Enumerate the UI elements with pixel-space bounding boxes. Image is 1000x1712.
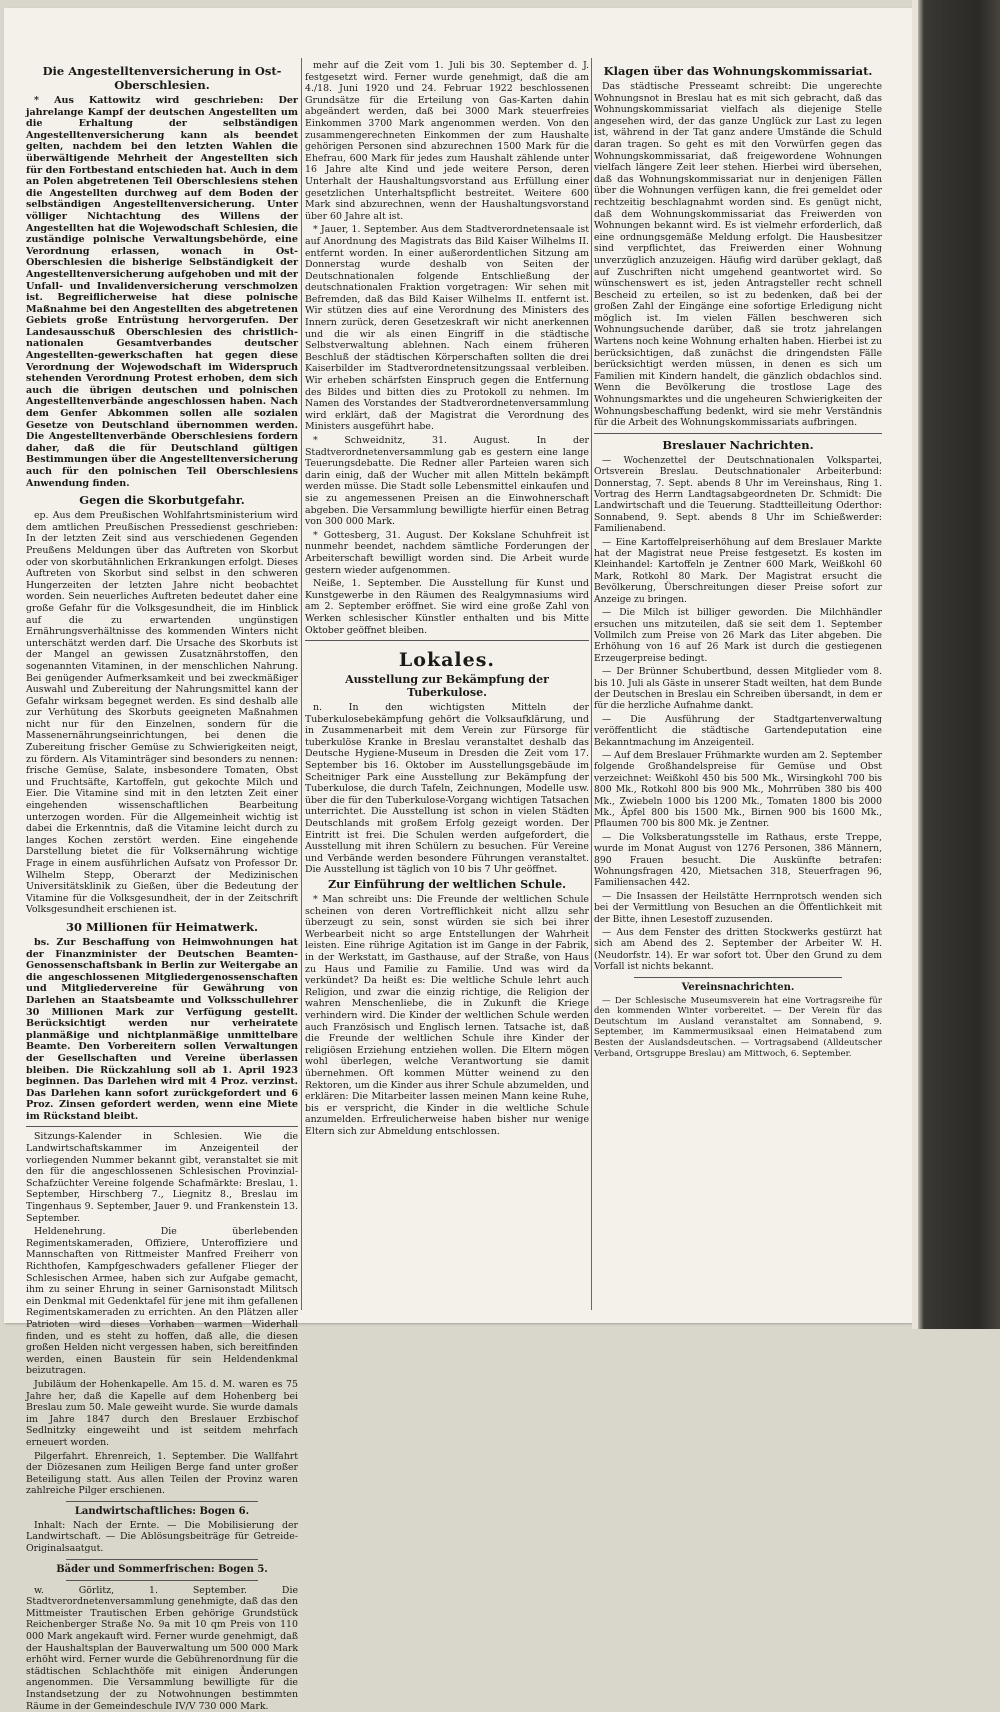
article-text: w. Görlitz, 1. September. Die Stadtverordnetenversammlung genehmigte, daß das den Mittmeister Trautischen Erben gehörige Grundstück Reichenberger Straße No. 9a mit 10 qm Preis von 110 000 Mark angekauft wird. Ferner wurde genehmigt, daß der Haushaltsplan der Bauverwaltung um 500 000 Mark erhöht wird. Ferner wurde die Gebührenordnung für die städtischen Schlachthöfe mit einigen Änderungen angenommen. Die Versammlung bewilligte für die Instandsetzung der zu Notwohnungen bestimmten Räume in der Gemeindeschule IV/V 730 000 Mark. [26, 1584, 298, 1712]
article-text: bs. Zur Beschaffung von Heimwohnungen hat der Finanzminister der Deutschen Beamten-Genossenschaftsbank in Berlin zur Weitergabe an die angeschlossenen Mitgliedergenossenschaften und Mitgliedervereine für Gewährung von Darlehen an Staatsbeamte und Volksschullehrer 30 Millionen Mark zur Verfügung gestellt. Berücksichtigt werden nur verheiratete planmäßige und nichtplanmäßige unmittelbare Beamte. Den Vorbereitern sollen Verwaltungen der Gesellschaften und Vereine überlassen bleiben. Die Rückzahlung soll ab 1. April 1923 beginnen. Das Darlehen wird mit 4 Proz. verzinst. Das Darlehen kann sofort zurückgefordert und 6 Proz. Zinsen gefordert werden, wenn eine Miete im Rückstand bleibt. [26, 936, 298, 1122]
article-text: Jubiläum der Hohenkapelle. Am 15. d. M. waren es 75 Jahre her, daß die Kapelle auf dem Hohenberg bei Breslau zum 50. Male geweiht wurde. Sie wurde damals im Jahre 1847 durch den Breslauer Erzbischof Sedlnitzky eingeweiht und ist seitdem mehrfach erneuert worden. [26, 1378, 298, 1448]
section-heading: Breslauer Nachrichten. [662, 437, 814, 452]
column-left [26, 60, 298, 1712]
news-item: — Aus dem Fenster des dritten Stockwerks gestürzt hat sich am Abend des 2. September der Arbeiter W. H. (Neudorfstr. 14). Er war sofort tot. Über den Grund zu dem Vorfall ist nichts bekannt. [594, 927, 882, 973]
news-item: — Wochenzettel der Deutschnationalen Volkspartei, Ortsverein Breslau. Deutschnationaler Arbeiterbund: Donnerstag, 7. Sept. abends 8 Uhr im Vereinshaus, Ring 1. Vortrag des Herrn Landtagsabgeordneten Dr. Schmidt: Die Landwirtschaft und die Teuerung. Stadtteilleitung Oderthor: Sonnabend, 9. Sept. abends 8 Uhr im Schießwerder: Familienabend. [594, 454, 882, 535]
article-text: * Schweidnitz, 31. August. In der Stadtverordnetenversammlung gab es gestern eine lange Teuerungsdebatte. Die Redner aller Parteien waren sich darin einig, daß der Wucher mit allen Mitteln bekämpft werden müsse. Die Stadt solle Lebensmittel einkaufen und sie zu angemessenen Preisen an die Einwohnerschaft abgeben. Die Versammlung bewilligte hierfür einen Betrag von 300 000 Mark. [305, 435, 589, 528]
article-text: * Gottesberg, 31. August. Der Kokslane Schuhfreit ist nunmehr beendet, nachdem sämtliche Forderungen der Arbeiterschaft bewilligt worden sind. Die Arbeit wurde gestern wieder aufgenommen. [305, 529, 589, 576]
divider [634, 977, 842, 978]
divider [66, 1501, 258, 1502]
article-headline: Die Angestelltenversicherung in Ost-Oberschlesien. [42, 64, 282, 92]
news-item: — Der Brünner Schubertbund, dessen Mitglieder vom 8. bis 10. Juli als Gäste in unserer Stadt weilten, hat dem Bunde der Deutschen in Breslau ein Schreiben übersandt, in dem er für die herzliche Aufnahme dankt. [594, 666, 882, 712]
article-headline: Zur Einführung der weltlichen Schule. [328, 878, 566, 891]
article-text: Heldenehrung. Die überlebenden Regimentskameraden, Offiziere, Unteroffiziere und Mannschaften von Rittmeister Manfred Freiherr von Richthofen, Kampfgeschwaders gefallener Flieger der Schlesischen Armee, haben sich zur Aufgabe gemacht, ihm zu seiner Ehrung in seiner Garnisonstadt Militsch ein Denkmal mit Gedenktafel für jene mit ihm gefallenen Regimentskameraden zu errichten. An den Plätzen aller Patrioten wird dieses Vorhaben warmen Widerhall finden, und es steht zu hoffen, daß alle, die diesen großen Helden nicht vergessen haben, sich bereitfinden werden, einen Baustein für sein Heldendenkmal beizutragen. [26, 1226, 298, 1377]
divider [66, 1559, 258, 1560]
column-rule [591, 58, 592, 1310]
article-text: * Jauer, 1. September. Aus dem Stadtverordnetensaale ist auf Anordnung des Magistrats das Bild Kaiser Wilhelms II. entfernt worden. In einer außerordentlichen Sitzung am Donnerstag wurde deshalb von Seiten der Deutschnationalen folgende Entschließung der deutschnationalen Fraktion vorgetragen: Wir sehen mit Befremden, daß das Bild Kaiser Wilhelms II. entfernt ist. Wir stützen dies auf eine Verordnung des Ministers des Innern zurück, deren Gesetzeskraft wir nicht anerkennen und die wir als einen Eingriff in die städtische Selbstverwaltung ablehnen. Nach einem früheren Beschluß der städtischen Körperschaften sollten die drei Kaiserbilder im Stadtverordnetensitzungssaal verbleiben. Wir erheben schärfsten Einspruch gegen die Entfernung des Bildes und bitten dies zu Protokoll zu nehmen. Im Namen des Vorstandes der Stadtverordnetenversammlung wird erklärt, daß der Magistrat die Verordnung des Ministers ausgeführt habe. [305, 224, 589, 433]
article-text: Pilgerfahrt. Ehrenreich, 1. September. Die Wallfahrt der Diözesanen zum Heiligen Berge fand unter großer Beteiligung statt. Aus allen Teilen der Provinz waren zahlreiche Pilger erschienen. [26, 1450, 298, 1497]
article-text: Sitzungs-Kalender in Schlesien. Wie die Landwirtschaftskammer im Anzeigenteil der vorliegenden Nummer bekannt gibt, veranstaltet sie mit den für die angeschlossenen Schlesischen Provinzial-Schafzüchter Vereine folgende Schafmärkte: Breslau, 1. September, Hirschberg 7., Liegnitz 8., Breslau im Tingenhaus 9. September, Jauer 9. und Frankenstein 13. September. [26, 1131, 298, 1224]
column-rule [301, 58, 302, 1310]
article-headline: 30 Millionen für Heimatwerk. [65, 919, 259, 934]
divider [66, 1580, 258, 1581]
divider [594, 433, 882, 434]
divider [305, 640, 589, 641]
article-text: Das städtische Presseamt schreibt: Die ungerechte Wohnungsnot in Breslau hat es mit sich gebracht, daß das Wohnungskommissariat vielfach als diejenige Stelle angesehen wird, der das ganze Unglück zur Last zu legen ist, während in der Tat ganz andere Umstände die Schuld daran tragen. So geht es mit den Vorwürfen gegen das Wohnungskommissariat, daß freigewordene Wohnungen vielfach längere Zeit leer stehen. Hierbei wird übersehen, daß das Wohnungskommissariat nur in denjenigen Fällen über die Wohnungen verfügen kann, die frei gemeldet oder rechtzeitig beschlagnahmt worden sind. Es genügt nicht, daß dem Wohnungskommissariat das Freiwerden von Wohnungen bekannt wird. Es ist vielmehr erforderlich, daß eine ordnungsgemäße Meldung erfolgt. Die Hausbesitzer sind verpflichtet, das Freiwerden einer Wohnung unverzüglich anzuzeigen. Häufig wird darüber geklagt, daß auf Zuschriften nicht umgehend geantwortet wird. So wünschenswert es ist, jeden Antragsteller recht schnell Bescheid zu erteilen, so ist zu bedenken, daß bei der großen Zahl der Eingänge eine sofortige Erledigung nicht möglich ist. Im vielen Fällen beschweren sich Wohnungsuchende darüber, daß sie trotz jahrelangen Wartens noch keine Wohnung erhalten haben. Hierbei ist zu berücksichtigen, daß zunächst die dringendsten Fälle berücksichtigt werden müssen, in denen es sich um Familien mit Kindern handelt, die gänzlich obdachlos sind. Wenn die Bevölkerung die trostlose Lage des Wohnungsmarktes und die ungeheuren Schwierigkeiten der Wohnungsbeschaffung bedenkt, wird sie mehr Verständnis für die Arbeit des Wohnungskommissariats aufbringen. [594, 81, 882, 429]
column-middle [305, 60, 589, 1310]
news-item: — Die Volksberatungsstelle im Rathaus, erste Treppe, wurde im Monat August von 1276 Personen, 386 Männern, 890 Frauen besucht. Die Auskünfte betrafen: Wohnungsfragen 420, Mietsachen 318, Steuerfragen 96, Familiensachen 442. [594, 831, 882, 889]
section-heading: Bäder und Sommerfrischen: Bogen 5. [56, 1563, 268, 1575]
article-headline: Ausstellung zur Bekämpfung der Tuberkulose. [345, 673, 549, 700]
article-text: * Man schreibt uns: Die Freunde der weltlichen Schule scheinen von deren Vortrefflichkeit nicht allzu sehr überzeugt zu sein, sonst würden sie sich bei ihrer Werbearbeit nicht so arge Entstellungen der Wahrheit leisten. Eine rührige Agitation ist im Gange in der Fabrik, in der Werkstatt, im Gasthause, auf der Straße, von Haus zu Haus und Familie zu Familie. Und was wird da verkündet? Da heißt es: Die weltliche Schule lehrt auch Religion, und zwar die einzig richtige, die Religion der wahren Menschenliebe, die in Zukunft die Kriege verhindern wird. Die Kinder der weltlichen Schule werden auch Französisch und Englisch lernen. Tatsache ist, daß die Freunde der weltlichen Schule ihre Kinder der religiösen Erziehung entziehen wollen. Die Eltern mögen wohl überlegen, welche Verantwortung sie damit übernehmen. Oft kommen Mütter weinend zu den Rektoren, um die Kinder aus ihrer Schule abzumelden, und erklären: Die Mitarbeiter lassen meinen Mann keine Ruhe, bis er verspricht, die Kinder in die weltliche Schule anzumelden. Erfreulicherweise haben bisher nur wenige Eltern sich zur Abmeldung entschlossen. [305, 894, 589, 1137]
article-text: ep. Aus dem Preußischen Wohlfahrtsministerium wird dem amtlichen Preußischen Pressedienst geschrieben: In der letzten Zeit sind aus verschiedenen Gegenden Preußens Meldungen über das Auftreten von Skorbut oder von skorbutähnlichen Erkrankungen erfolgt. Dieses Auftreten von Skorbut sind selbst in den schweren Hungerzeiten der letzten Jahre nicht beobachtet worden. Sein neuerliches Auftreten bedeutet daher eine große Gefahr für die Volksgesundheit, die im Hinblick auf die zu erwartenden ungünstigen Ernährungsverhältnisse des kommenden Winters nicht unterschätzt werden darf. Die Ursache des Skorbuts ist der Mangel an gewissen Zusatznährstoffen, den sogenannten Vitaminen, in der menschlichen Nahrung. Bei genügender Aufmerksamkeit und bei zweckmäßiger Auswahl und Zubereitung der Nahrungsmittel kann der Gefahr wirksam begegnet werden. Es sind deshalb alle zur Verhütung des Skorbuts geeigneten Maßnahmen nicht nur für den Einzelnen, sondern für die Massenernährungseinrichtungen, bei denen die Zubereitung frischer Gemüse zu Schwierigkeiten neigt, zu fördern. Als Vitaminträger sind besonders zu nennen: frische Gemüse, Salate, insbesondere Tomaten, Obst und Fruchtsäfte, Kartoffeln, gut gekochte Milch und Eier. Die Vitamine sind mit in den letzten Zeit einer eingehenden wissenschaftlichen Bearbeitung unterzogen worden. Für die Allgemeinheit wichtig ist dabei die Erkenntnis, daß die Vitamine leicht durch zu langes Kochen zerstört werden. Eine eingehende Darstellung bietet die für Volksernährung wichtige Frage in einem ausführlichen Aufsatz von Professor Dr. Wilhelm Stepp, Oberarzt der Medizinischen Universitätsklinik zu Gießen, über die Bedeutung der Vitamine für die Volksgesundheit, der in der Zeitschrift Volksgesundheit erschienen ist. [26, 510, 298, 916]
news-item: — Die Milch ist billiger geworden. Die Milchhändler ersuchen uns mitzuteilen, daß sie seit dem 1. September Vollmilch zum Preise von 26 Mark das Liter abgeben. Die Erhöhung von 16 auf 26 Mark ist durch die gestiegenen Erzeugerpreise bedingt. [594, 607, 882, 664]
article-text: Neiße, 1. September. Die Ausstellung für Kunst und Kunstgewerbe in den Räumen des Realgymnasiums wird am 2. September eröffnet. Sie wird eine große Zahl von Werken schlesischer Künstler enthalten und bis Mitte Oktober geöffnet bleiben. [305, 578, 589, 636]
section-heading: Landwirtschaftliches: Bogen 6. [74, 1505, 250, 1517]
article-text: n. In den wichtigsten Mitteln der Tuberkulosebekämpfung gehört die Volksaufklärung, und in Zusammenarbeit mit dem Verein zur Fürsorge für tuberkulöse Kranke in Breslau veranstaltet deshalb das Deutsche Hygiene-Museum in Dresden die Zeit vom 17. September bis 16. Oktober im Ausstellungsgebäude im Scheitniger Park eine Ausstellung zur Bekämpfung der Tuberkulose, die durch Tafeln, Zeichnungen, Modelle usw. über die für den Tuberkulose-Vorgang wichtigen Tatsachen unterrichtet. Die Ausstellung ist schon in vielen Städten Deutschlands mit großem Erfolg gezeigt worden. Der Eintritt ist frei. Die Schulen werden aufgefordert, die Ausstellung mit ihren Schülern zu besuchen. Für Vereine und Verbände werden besondere Führungen veranstaltet. Die Ausstellung ist täglich von 10 bis 7 Uhr geöffnet. [305, 702, 589, 876]
news-item: — Eine Kartoffelpreiserhöhung auf dem Breslauer Markte hat der Magistrat neue Preise festgesetzt. Es kosten im Kleinhandel: Kartoffeln je Zentner 600 Mark, Weißkohl 60 Mark, Rotkohl 80 Mark. Der Magistrat ersucht die Bevölkerung, Überschreitungen dieser Preise sofort zur Anzeige zu bringen. [594, 536, 882, 605]
scan-border [918, 0, 1000, 1329]
news-item: — Auf dem Breslauer Frühmarkte wurden am 2. September folgende Großhandelspreise für Gemüse und Obst verzeichnet: Weißkohl 450 bis 500 Mk., Wirsingkohl 700 bis 800 Mk., Rotkohl 800 bis 900 Mk., Mohrrüben 380 bis 400 Mk., Zwiebeln 1000 bis 1200 Mk., Tomaten 1800 bis 2000 Mk., Äpfel 800 bis 1500 Mk., Birnen 900 bis 1600 Mk., Pflaumen 700 bis 800 Mk. je Zentner. [594, 749, 882, 830]
article-text: Inhalt: Nach der Ernte. — Die Mobilisierung der Landwirtschaft. — Die Ablösungsbeiträge für Getreide-Originalsaatgut. [26, 1519, 298, 1555]
article-text: * Aus Kattowitz wird geschrieben: Der jahrelange Kampf der deutschen Angestellten um die Erhaltung der selbständigen Angestelltenversicherung kann als beendet gelten, nachdem bei den letzten Wahlen die überwältigende Mehrheit der Angestellten sich für den Fortbestand entschieden hat. Auch in dem an Polen abgetretenen Teil Oberschlesiens stehen die Angestellten durchweg auf dem Boden der selbständigen Angestelltenversicherung. Unter völliger Nichtachtung des Willens der Angestellten hat die Wojewodschaft Schlesien, die zuständige polnische Verwaltungsbehörde, eine Verordnung erlassen, wonach in Ost-Oberschlesien die bisherige Selbständigkeit der Angestelltenversicherung aufgehoben und mit der Unfall- und Invalidenversicherung verschmolzen ist. Begreiflicherweise hat diese polnische Maßnahme bei den Angestellten des abgetretenen Gebiets große Entrüstung hervorgerufen. Der Landesausschuß Oberschlesien des christlich-nationalen Gesamtverbandes deutscher Angestellten-gewerkschaften hat gegen diese Verordnung der Wojewodschaft im Widerspruch stehenden Verordnung Protest erhoben, dem sich auch die übrigen deutschen und polnischen Angestelltenverbände angeschlossen haben. Nach dem Genfer Abkommen sollen alle sozialen Gesetze von Deutschland übernommen werden. Die Angestelltenverbände Oberschlesiens fordern daher, daß die für Deutschland gültigen Bestimmungen über die Angestelltenversicherung auch für den polnischen Teil Oberschlesiens Anwendung finden. [26, 95, 298, 489]
divider [26, 1126, 298, 1127]
article-headline: Klagen über das Wohnungskommissariat. [603, 64, 873, 78]
article-headline: Gegen die Skorbutgefahr. [79, 493, 245, 508]
news-item: — Die Insassen der Heilstätte Herrnprotsch wenden sich bei der Vermittlung von Besuchen an die Öffentlichkeit mit der Bitte, ihnen Lesestoff zuzusenden. [594, 890, 882, 925]
news-item: — Der Schlesische Museumsverein hat eine Vortragsreihe für den kommenden Winter vorbereitet. — Der Verein für das Deutschtum im Ausland veranstaltet am Sonnabend, 9. September, im Kammermusiksaal einen Heimatabend zum Besten der Auslandsdeutschen. — Vortragsabend (Alldeutscher Verband, Ortsgruppe Breslau) am Mittwoch, 6. September. [594, 995, 882, 1059]
section-heading: Vereinsnachrichten. [681, 981, 795, 993]
section-title: Lokales. [398, 649, 496, 672]
news-item: — Die Ausführung der Stadtgartenverwaltung veröffentlicht die städtische Gartendeputation eine Bekanntmachung im Anzeigenteil. [594, 713, 882, 748]
column-right [594, 60, 882, 1310]
article-text: mehr auf die Zeit vom 1. Juli bis 30. September d. J. festgesetzt wird. Ferner wurde genehmigt, daß die am 4./18. Juni 1920 und 24. Februar 1922 beschlossenen Grundsätze für die Erteilung von Gas-Karten dahin abgeändert werden, daß bei 3000 Mark steuerfreies Einkommen 3700 Mark angenommen werden. Von den zusammengerechneten Einkommen der zum Haushalte gehörigen Personen sind abzurechnen 1500 Mark für die Ehefrau, 600 Mark für jedes zum Haushalt zählende unter 16 Jahre alte Kind und jede weitere Person, deren Unterhalt der Haushaltungsvorstand aus Erfüllung einer gesetzlichen Unterhaltspflicht bestreitet. Weitere 600 Mark sind abzurechnen, wenn der Haushaltungsvorstand über 60 Jahre alt ist. [305, 60, 589, 222]
